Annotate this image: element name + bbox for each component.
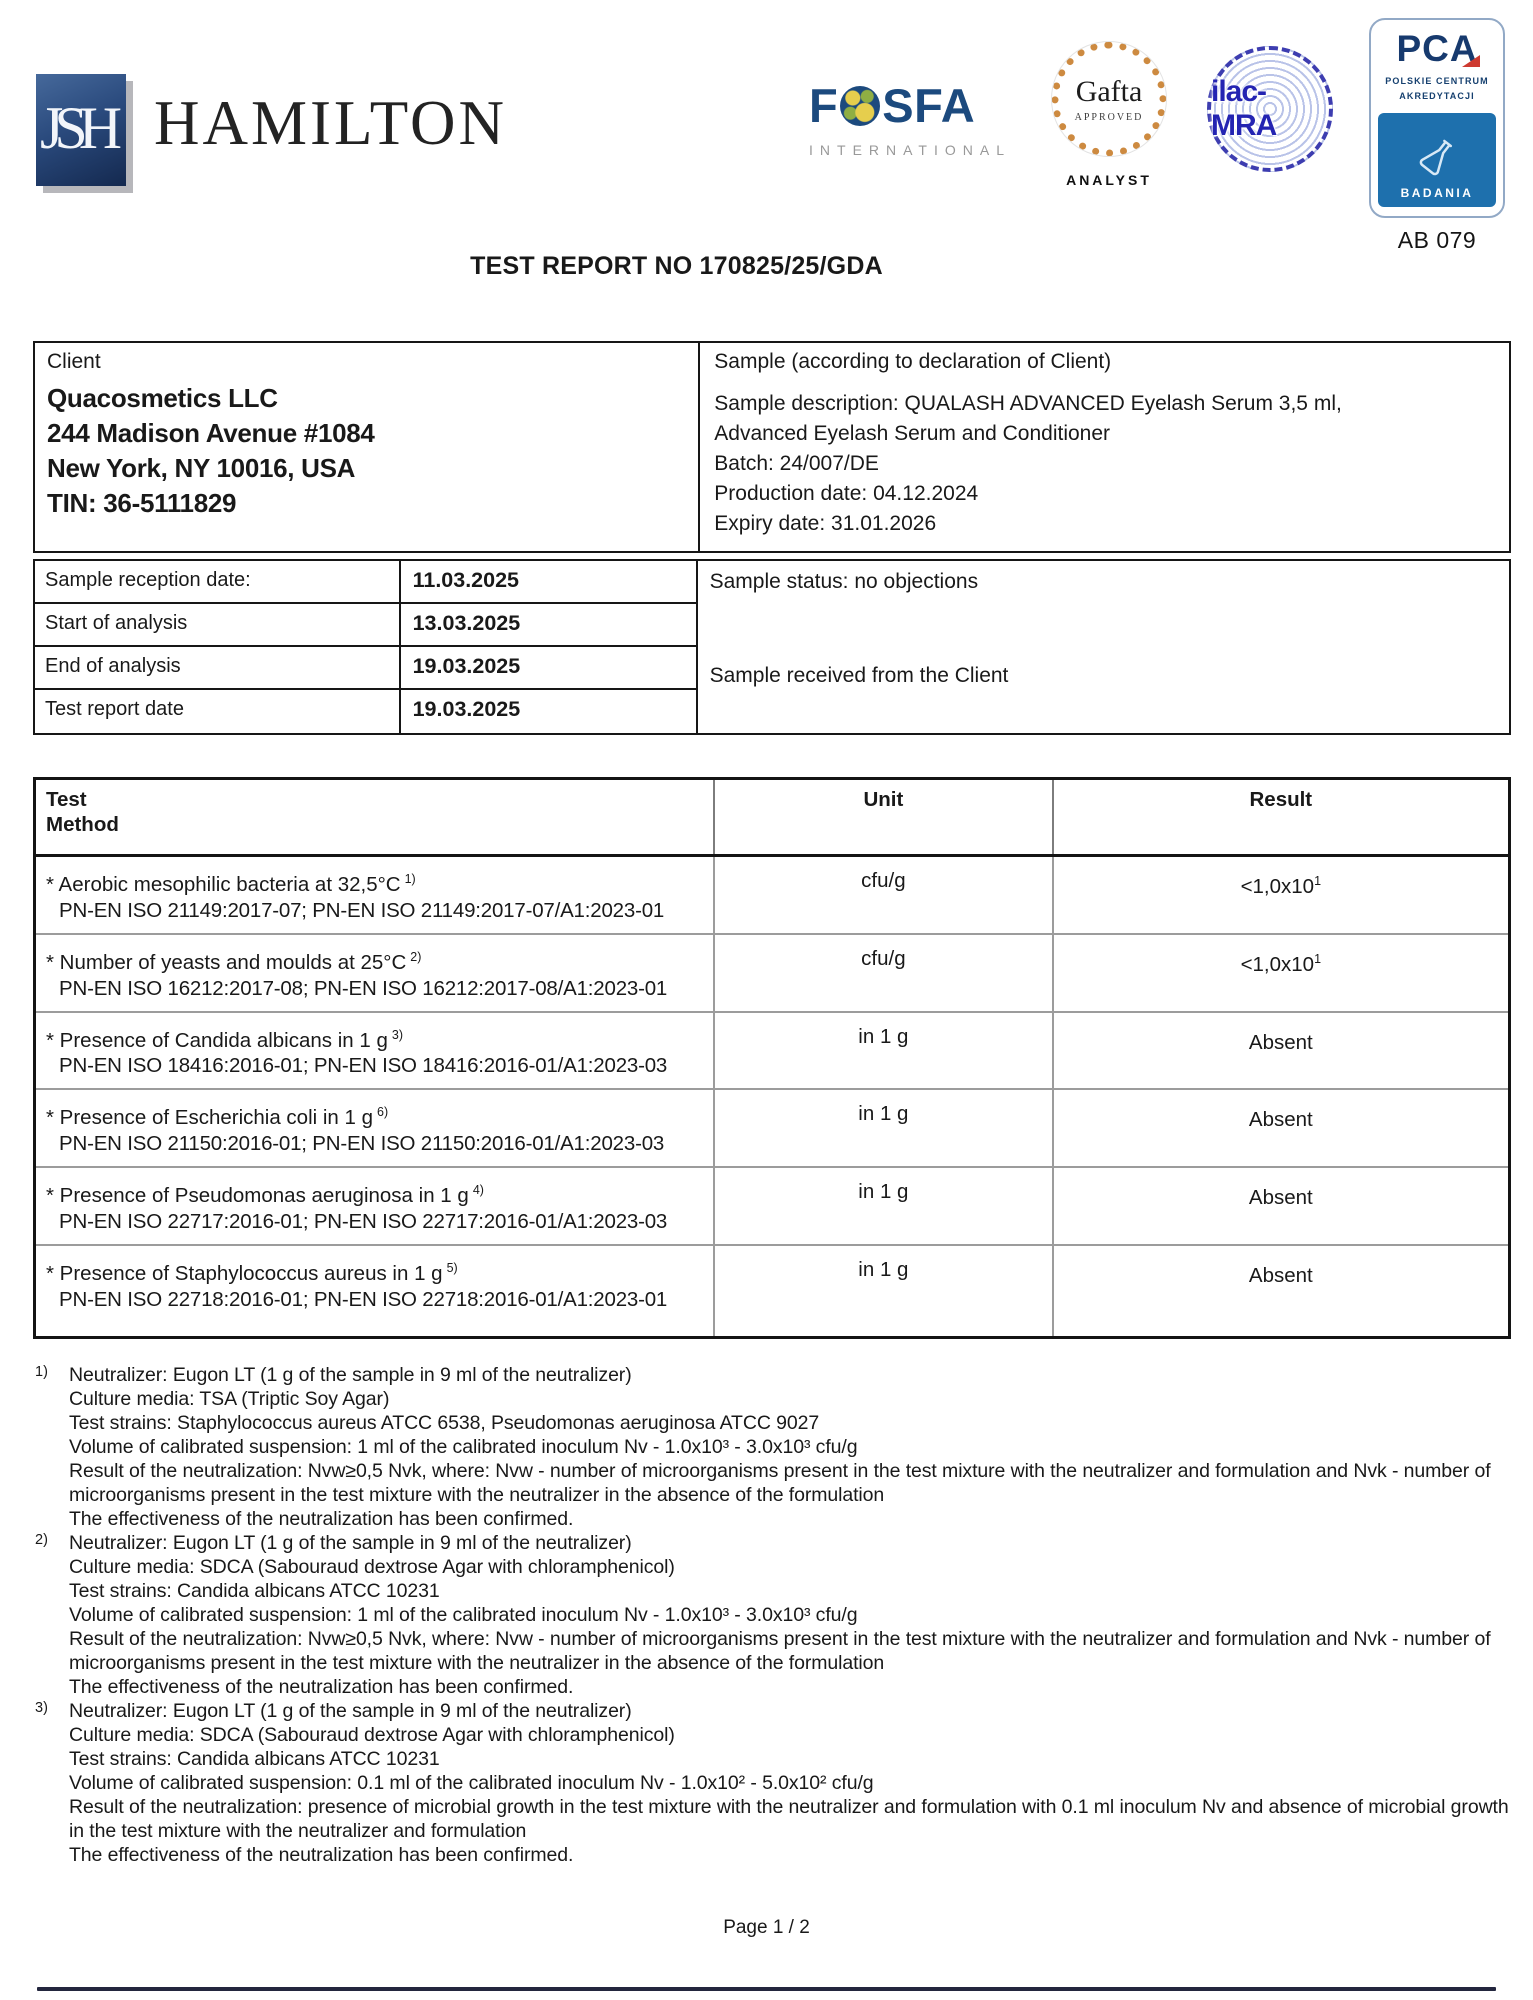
gafta-approved-label: APPROVED — [1074, 112, 1144, 123]
test-method: PN-EN ISO 21149:2017-07; PN-EN ISO 21149:2017-07/A1:2023-01 — [59, 898, 665, 922]
unit-cell: in 1 g — [713, 1090, 1052, 1166]
footnote-marker: 2) — [35, 1532, 48, 1549]
client-address-line2: New York, NY 10016, USA — [47, 453, 356, 483]
info-section — [33, 341, 1511, 735]
result-cell: Absent — [1052, 1090, 1508, 1166]
test-cell — [36, 857, 713, 933]
footnote-marker: 1) — [35, 1364, 48, 1381]
date-value: 11.03.2025 — [399, 561, 696, 602]
report-title: TEST REPORT NO 170825/25/GDA — [470, 252, 883, 280]
footnote-3 — [35, 1699, 1509, 1867]
ilac-mra-label: ilac-MRA — [1211, 75, 1277, 142]
test-name: * Presence of Escherichia coli in 1 g $^{6)}$ — [46, 1105, 389, 1130]
result-row — [36, 1244, 1508, 1336]
test-method: PN-EN ISO 22718:2016-01; PN-EN ISO 22718:2016-01/A1:2023-01 — [59, 1287, 668, 1311]
client-box — [35, 343, 698, 551]
gafta-name: Gafta — [1075, 75, 1143, 108]
test-name: * Presence of Staphylococcus aureus in 1 g $^{5)}$ — [46, 1261, 458, 1285]
result-cell: Absent — [1052, 1013, 1508, 1089]
footnote-ref: 3) — [391, 1027, 404, 1042]
gafta-seal — [1047, 42, 1171, 188]
result-row — [36, 1011, 1508, 1089]
page-number: Page 1 / 2 — [723, 1917, 810, 1939]
result-row — [36, 857, 1508, 933]
company-name: HAMILTON — [154, 87, 508, 158]
test-method: PN-EN ISO 22717:2016-01; PN-EN ISO 22717:2016-01/A1:2023-03 — [59, 1210, 668, 1234]
jsh-monogram-icon — [36, 74, 126, 186]
test-method: PN-EN ISO 21150:2016-01; PN-EN ISO 21150:2016-01/A1:2023-03 — [59, 1132, 665, 1156]
fosfa-letters-sfa: SFA — [882, 79, 976, 132]
gafta-analyst-label: ANALYST — [1066, 172, 1152, 188]
date-row — [35, 690, 696, 733]
sample-description-line1: Sample description: QUALASH ADVANCED Eyelash Serum 3,5 ml, — [714, 392, 1342, 415]
date-value: 19.03.2025 — [399, 647, 696, 688]
pca-full-name-line1: POLSKIE CENTRUM — [1385, 76, 1489, 86]
test-header-label: Test — [46, 788, 87, 811]
footnote-ref: 2) — [410, 949, 422, 964]
footnote-ref: 5) — [446, 1261, 458, 1276]
jsh-hamilton-logo — [36, 74, 507, 186]
unit-cell: in 1 g — [713, 1013, 1052, 1089]
footnote-ref: 1) — [404, 872, 416, 886]
footnotes — [35, 1363, 1509, 1867]
test-name: * Number of yeasts and moulds at 25°C $^{2)}$ — [46, 949, 422, 974]
date-row — [35, 604, 696, 647]
sample-box — [698, 343, 1509, 551]
pca-full-name-line2: AKREDYTACJI — [1399, 91, 1475, 102]
footnote-ref: 4) — [472, 1183, 484, 1198]
sample-received-note: Sample received from the Client — [709, 664, 1009, 687]
client-tin: TIN: 36-5111829 — [47, 488, 237, 518]
client-sample-table — [33, 341, 1511, 553]
unit-cell: in 1 g — [713, 1246, 1052, 1336]
result-cell: Absent — [1052, 1246, 1508, 1336]
result-cell: $<1,0x10^1$ — [1052, 935, 1508, 1011]
pca-letters: PCA — [1396, 28, 1478, 69]
date-value: 13.03.2025 — [399, 604, 696, 645]
client-name: Quacosmetics LLC — [47, 383, 278, 413]
date-row — [35, 647, 696, 690]
globe-icon — [840, 86, 880, 126]
unit-header: Unit — [713, 780, 1052, 854]
flask-icon — [1415, 134, 1459, 180]
fosfa-letter-f: F — [809, 79, 839, 132]
jsh-monogram-letters: JSH — [39, 94, 114, 161]
pca-badania-panel — [1378, 113, 1496, 207]
sample-batch: Batch: 24/007/DE — [714, 452, 879, 475]
footnote-2 — [35, 1531, 1509, 1699]
result-cell: $<1,0x10^1$ — [1052, 857, 1508, 933]
footnote-text: Neutralizer: Eugon LT (1 g of the sample in 9 ml of the neutralizer) Culture media: TSA (Triptic Soy Agar) Test strains: Staphylococcus aureus ATCC 6538, Pseudomonas aeruginosa ATCC 9027 Volume of calibrated suspension: 1 ml of the calibrated inoculum Nv - 1.0x10³ - 3.0x10³ cfu/g Result of the neutralization: Nvw≥0,5 Nvk, where: Nvw - number of microorganisms present in the test mixture with the neutralizer and formulation and Nvk - number of microorganisms present in the test mixture with the neutralizer in the absence of the formulation The effectiveness of the neutralization has been confirmed. — [69, 1364, 1491, 1531]
fosfa-wordmark — [809, 78, 1011, 133]
pca-full-name — [1378, 74, 1496, 105]
sample-status-box — [696, 559, 1511, 735]
date-label: Test report date — [45, 698, 184, 720]
fosfa-logo — [809, 78, 1011, 158]
dates-status-row — [33, 559, 1511, 735]
test-cell — [36, 1246, 713, 1336]
footnote-1 — [35, 1363, 1509, 1531]
results-table — [33, 777, 1511, 1339]
footnote-text: Neutralizer: Eugon LT (1 g of the sample in 9 ml of the neutralizer) Culture media: SDCA (Sabouraud dextrose Agar with chloramphenicol) Test strains: Candida albicans ATCC 10231 Volume of calibrated suspension: 1 ml of the calibrated inoculum Nv - 1.0x10³ - 3.0x10³ cfu/g Result of the neutralization: Nvw≥0,5 Nvk, where: Nvw - number of microorganisms present in the test mixture with the neutralizer and formulation and Nvk - number of microorganisms present in the test mixture with the neutralizer in the absence of the formulation The effectiveness of the neutralization has been confirmed. — [69, 1532, 1491, 1699]
ilac-mra-seal — [1207, 46, 1333, 172]
unit-cell: cfu/g — [713, 857, 1052, 933]
accreditation-logos — [809, 16, 1505, 254]
result-cell: Absent — [1052, 1168, 1508, 1244]
date-value: 19.03.2025 — [399, 690, 696, 733]
sample-description-line2: Advanced Eyelash Serum and Conditioner — [714, 422, 1111, 445]
sample-production-date: Production date: 04.12.2024 — [714, 482, 979, 505]
unit-cell: in 1 g — [713, 1168, 1052, 1244]
fosfa-subtitle: INTERNATIONAL — [809, 142, 1011, 158]
date-label: Sample reception date: — [45, 569, 251, 591]
sample-label: Sample (according to declaration of Client) — [714, 350, 1112, 373]
date-label: End of analysis — [45, 655, 181, 677]
client-label: Client — [47, 350, 101, 373]
result-row — [36, 1166, 1508, 1244]
test-cell — [36, 1013, 713, 1089]
method-header-label: Method — [46, 813, 119, 836]
unit-cell: cfu/g — [713, 935, 1052, 1011]
test-method-header — [36, 780, 713, 854]
pca-badge — [1369, 18, 1505, 254]
test-name: * Aerobic mesophilic bacteria at 32,5°C $^{1)}$ — [46, 872, 416, 896]
test-cell — [36, 1168, 713, 1244]
pca-red-triangle-icon — [1462, 55, 1480, 67]
footnote-marker: 3) — [35, 1700, 48, 1717]
pca-box — [1369, 18, 1505, 218]
date-label: Start of analysis — [45, 612, 188, 634]
result-header: Result — [1052, 780, 1508, 854]
gafta-wreath-icon — [1052, 42, 1166, 156]
accreditation-number: AB 079 — [1397, 226, 1477, 253]
test-cell — [36, 1090, 713, 1166]
footnote-text: Neutralizer: Eugon LT (1 g of the sample in 9 ml of the neutralizer) Culture media: SDCA (Sabouraud dextrose Agar with chloramphenicol) Test strains: Candida albicans ATCC 10231 Volume of calibrated suspension: 0.1 ml of the calibrated inoculum Nv - 1.0x10² - 5.0x10² cfu/g Result of the neutralization: presence of microbial growth in the test mixture with the neutralizer and formulation with 0.1 ml inoculum Nv and absence of microbial growth in the test mixture with the neutralizer and formulation The effectiveness of the neutralization has been confirmed. — [69, 1700, 1509, 1867]
report-header — [0, 0, 1533, 253]
client-address-line1: 244 Madison Avenue #1084 — [47, 418, 375, 448]
footer-divider — [37, 1987, 1496, 1991]
result-row — [36, 933, 1508, 1011]
badania-label: BADANIA — [1400, 185, 1474, 200]
pca-acronym — [1396, 30, 1477, 67]
sample-expiry-date: Expiry date: 31.01.2026 — [714, 512, 937, 535]
test-method: PN-EN ISO 16212:2017-08; PN-EN ISO 16212:2017-08/A1:2023-01 — [59, 976, 668, 1000]
dates-table — [33, 559, 698, 735]
test-method: PN-EN ISO 18416:2016-01; PN-EN ISO 18416:2016-01/A1:2023-03 — [59, 1054, 668, 1078]
test-name: * Presence of Pseudomonas aeruginosa in 1 g $^{4)}$ — [46, 1183, 484, 1208]
result-row — [36, 1088, 1508, 1166]
footnote-ref: 6) — [377, 1105, 389, 1120]
sample-details — [714, 389, 1495, 539]
test-name: * Presence of Candida albicans in 1 g $^{3)}$ — [46, 1027, 404, 1052]
test-cell — [36, 935, 713, 1011]
results-header-row — [36, 780, 1508, 857]
date-row — [35, 561, 696, 604]
client-details — [47, 381, 686, 521]
sample-status: Sample status: no objections — [709, 570, 979, 593]
